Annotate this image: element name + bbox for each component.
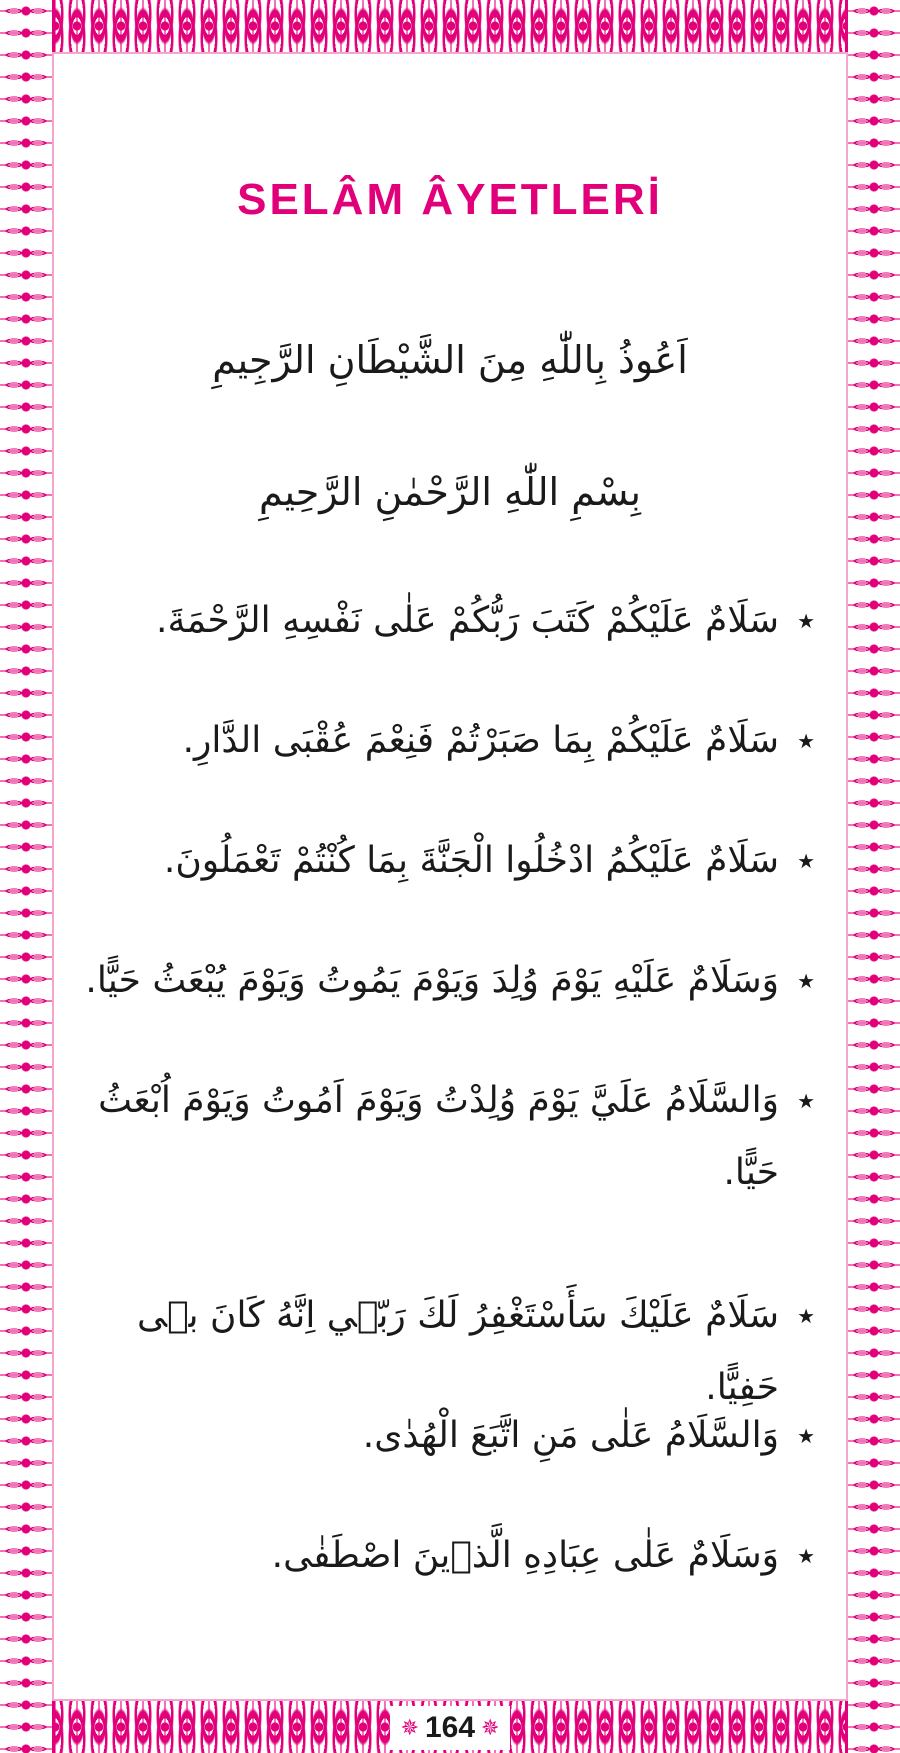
verse-item bbox=[85, 1400, 815, 1472]
istiaze-line: اَعُوذُ بِاللّٰهِ مِنَ الشَّيْطَانِ الرَّجِيمِ bbox=[212, 338, 688, 382]
star-bullet-icon: ★ bbox=[797, 1089, 815, 1113]
verse-text: سَلَامٌ عَلَيْكَ سَأَسْتَغْفِرُ لَكَ رَبّٖي اِنَّهُ كَانَ بٖى حَفِيًّا. bbox=[136, 1295, 779, 1408]
verse-item bbox=[85, 585, 815, 657]
verse-text: سَلَامٌ عَلَيْكُمْ بِمَا صَبَرْتُمْ فَنِعْمَ عُقْبَى الدَّارِ. bbox=[182, 720, 779, 761]
besmele-line: بِسْمِ اللّٰهِ الرَّحْمٰنِ الرَّحِيمِ bbox=[259, 470, 641, 514]
verse-text: وَالسَّلَامُ عَلَيَّ يَوْمَ وُلِدْتُ وَيَوْمَ اَمُوتُ وَيَوْمَ اُبْعَثُ حَيًّا. bbox=[98, 1080, 779, 1193]
verse-item bbox=[85, 1520, 815, 1592]
verse-item bbox=[85, 705, 815, 777]
verse-text: وَسَلَامٌ عَلَيْهِ يَوْمَ وُلِدَ وَيَوْمَ يَمُوتُ وَيَوْمَ يُبْعَثُ حَيًّا. bbox=[85, 960, 779, 1001]
verse-item bbox=[85, 825, 815, 897]
star-bullet-icon: ★ bbox=[797, 1304, 815, 1328]
star-bullet-icon: ★ bbox=[797, 849, 815, 873]
verse-text: وَسَلَامٌ عَلٰى عِبَادِهِ الَّذٖينَ اصْطَفٰى. bbox=[271, 1535, 779, 1576]
star-bullet-icon: ★ bbox=[797, 1544, 815, 1568]
star-bullet-icon: ★ bbox=[797, 729, 815, 753]
flower-ornament-icon: ✵ bbox=[481, 1715, 500, 1741]
ornamental-border-right bbox=[845, 0, 900, 1753]
star-bullet-icon: ★ bbox=[797, 969, 815, 993]
star-bullet-icon: ★ bbox=[797, 1424, 815, 1448]
star-bullet-icon: ★ bbox=[797, 609, 815, 633]
ornamental-border-top bbox=[0, 0, 900, 55]
page-title: SELÂM ÂYETLERİ bbox=[237, 175, 663, 224]
page-footer bbox=[390, 1706, 510, 1750]
verse-text: سَلَامٌ عَلَيْكُمْ كَتَبَ رَبُّكُمْ عَلٰى نَفْسِهِ الرَّحْمَةَ. bbox=[156, 600, 779, 641]
verse-item bbox=[85, 1065, 815, 1209]
verse-text: سَلَامٌ عَلَيْكُمُ ادْخُلُوا الْجَنَّةَ بِمَا كُنْتُمْ تَعْمَلُونَ. bbox=[163, 840, 779, 881]
page-number: 164 bbox=[424, 1711, 476, 1744]
ornamental-border-left bbox=[0, 0, 55, 1753]
verse-item bbox=[85, 945, 815, 1017]
verse-text: وَالسَّلَامُ عَلٰى مَنِ اتَّبَعَ الْهُدٰى. bbox=[362, 1415, 779, 1456]
flower-ornament-icon: ✵ bbox=[400, 1715, 419, 1741]
